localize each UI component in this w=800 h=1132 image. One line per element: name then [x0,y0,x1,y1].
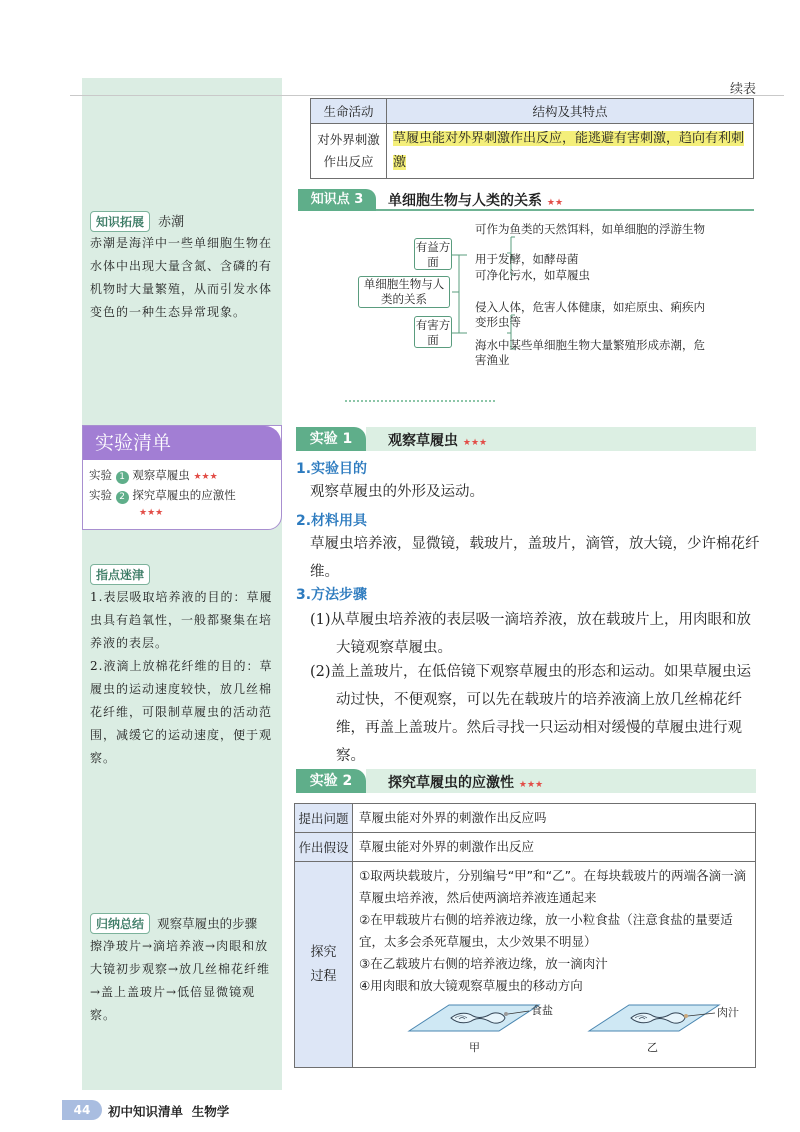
experiment-title: 探究草履虫的应激性 [388,775,514,791]
experiment-list-card [82,425,282,530]
summary-tag: 归纳总结 [90,913,150,934]
section-heading: 3.方法步骤 [296,587,368,603]
process-step: ③在乙载玻片右侧的培养液边缘，放一滴肉汁 [359,956,608,971]
salt-label: 食盐 [531,1004,553,1017]
experiment-label: 实验 1 [296,427,366,451]
table-row-key: 对外界刺激作出反应 [311,124,387,179]
knowledge-ext-header [90,211,184,232]
experiment-list-title: 实验清单 [83,426,281,460]
experiment-label: 实验 2 [296,769,366,793]
header-rule [70,95,784,96]
highlighted-text: 草履虫能对外界刺激作出反应，能逃避有害刺激，趋向有利刺激 [393,131,745,170]
section-text: 观察草履虫的外形及运动。 [310,484,484,500]
knowledge-point-label: 知识点 3 [298,189,376,211]
experiment-list-item: 实验 1 观察草履虫 ★★★ [89,468,218,482]
table-row-value: 草履虫能对外界的刺激作出反应吗 [353,804,756,833]
meat-juice-drop [684,1014,688,1018]
tree-branch-beneficial: 有益方面 [415,240,451,269]
knowledge-point-title: 单细胞生物与人类的关系 [388,193,542,209]
table-row-key: 提出问题 [295,804,353,833]
tree-leaf: 可作为鱼类的天然饵料，如单细胞的浮游生物 [475,222,705,236]
continued-label: 续表 [729,82,756,97]
section-divider [345,400,495,402]
table-row-key: 探究过程 [295,862,353,1068]
difficulty-stars: ★★★ [462,438,488,448]
tips-item: 1.表层吸取培养液的目的：草履虫具有趋氧性，一般都聚集在培养液的表层。 [90,590,273,650]
experiment-1-header [296,427,756,451]
knowledge-ext-title: 赤潮 [158,215,185,230]
page-number: 44 [62,1100,102,1120]
slide-b-label: 乙 [647,1041,658,1054]
tree-leaf: 侵入人体，危害人体健康，如疟原虫、痢疾内变形虫等 [475,300,705,329]
tree-leaf: 可净化污水，如草履虫 [475,268,590,282]
table-header: 生命活动 [311,99,387,124]
difficulty-stars: ★★ [546,198,564,208]
summary-header [90,913,257,934]
step-text: (2)盖上盖玻片，在低倍镜下观察草履虫的形态和运动。如果草履虫运动过快，不便观察，可以先在载玻片的培养液滴上放几丝棉花纤维，再盖上盖玻片。然后寻找一只运动相对缓慢的草履虫进行观察。 [310,664,752,764]
table-row-value: 草履虫能对外界的刺激作出反应 [353,833,756,862]
salt-grain [504,1012,508,1016]
experiment-list-item: 实验 2 探究草履虫的应激性 ★★★ [89,488,236,518]
step-text: (1)从草履虫培养液的表层吸一滴培养液，放在载玻片上，用肉眼和放大镜观察草履虫。 [310,612,752,656]
summary-title: 观察草履虫的步骤 [157,916,258,931]
process-step: ④用肉眼和放大镜观察草履虫的移动方向 [359,978,583,993]
tips-item: 2.液滴上放棉花纤维的目的：草履虫的运动速度较快，放几丝棉花纤维，可限制草履虫的活动范围，减缓它的运动速度，便于观察。 [90,659,273,765]
experiment-2-table [294,803,756,1068]
slide-illustration [389,999,749,1059]
table-row-key: 作出假设 [295,833,353,862]
summary-text: 擦净玻片→滴培养液→肉眼和放大镜初步观察→放几丝棉花纤维→盖上盖玻片→低倍显微镜观察。 [90,939,271,1022]
slide-a-label: 甲 [469,1041,480,1054]
process-step: ②在甲载玻片右侧的培养液边缘，放一小粒食盐（注意食盐的量要适宜，太多会杀死草履虫，太少效果不明显） [359,912,733,949]
tips-header [90,564,150,585]
process-step: ①取两块载玻片，分别编号“甲”和“乙”。在每块载玻片的两端各滴一滴草履虫培养液，然后使两滴培养液连通起来 [359,868,747,905]
tips-tag: 指点迷津 [90,564,150,585]
tree-root: 单细胞生物与人类的关系 [358,276,450,308]
experiment-title: 观察草履虫 [388,433,458,449]
juice-label: 肉汁 [717,1006,739,1019]
knowledge-ext-text: 赤潮是海洋中一些单细胞生物在水体中出现大量含氮、含磷的有机物时大量繁殖，从而引发水体变色的一种生态异常现象。 [90,236,273,319]
book-title: 初中知识清单 生物学 [108,1104,230,1119]
difficulty-stars: ★★★ [518,780,544,790]
section-heading: 2.材料用具 [296,513,368,529]
tree-leaf: 海水中某些单细胞生物大量繁殖形成赤潮，危害渔业 [475,338,705,367]
section-text: 草履虫培养液，显微镜，载玻片，盖玻片，滴管，放大镜，少许棉花纤维。 [310,536,760,580]
tree-leaf: 用于发酵，如酵母菌 [475,252,579,266]
continued-table [310,98,754,179]
table-header: 结构及其特点 [387,99,754,124]
experiment-2-header [296,769,756,793]
knowledge-point-3-header [298,189,754,211]
tree-branch-harmful: 有害方面 [415,318,451,347]
section-heading: 1.实验目的 [296,461,368,477]
knowledge-ext-tag: 知识拓展 [90,211,150,232]
